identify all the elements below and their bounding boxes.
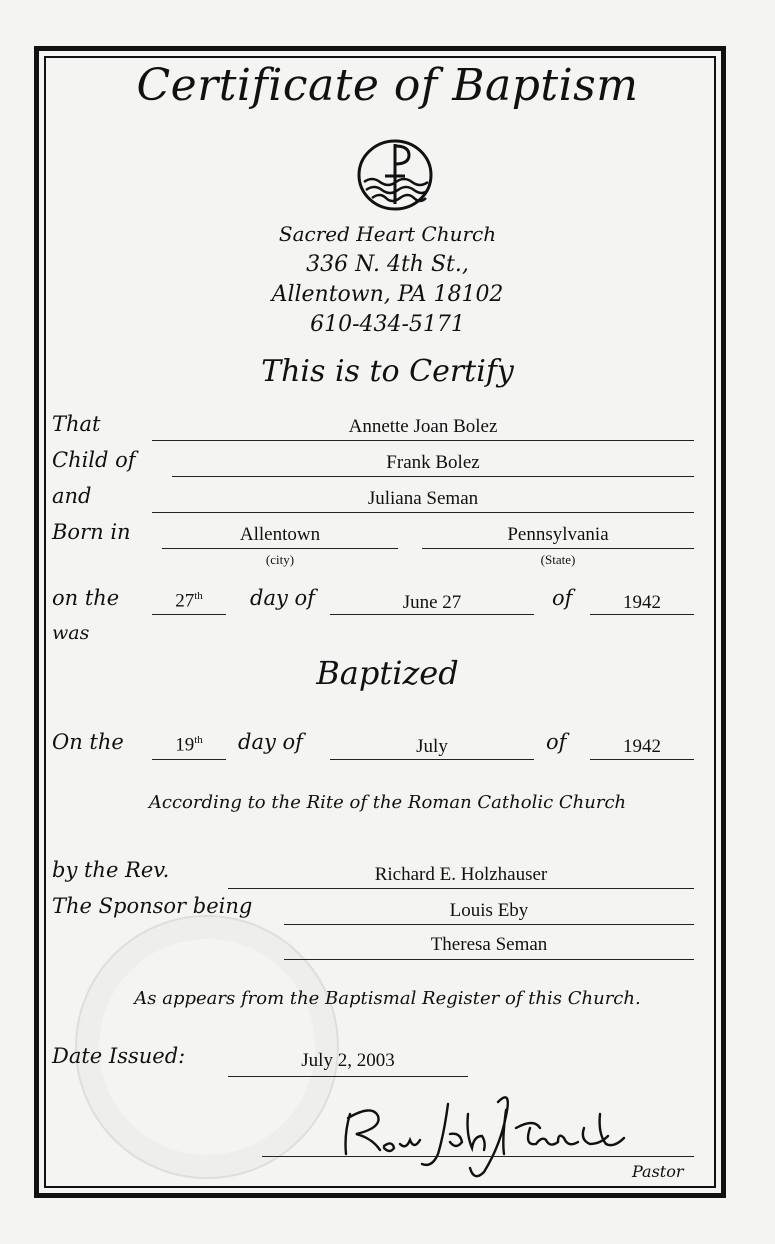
date-issued-value: July 2, 2003 [301,1050,395,1071]
birth-day-line [152,614,226,615]
baptism-year-value: 1942 [623,736,661,757]
that-label: That [52,412,101,436]
signature-line [262,1156,694,1157]
born-city-line [162,548,398,549]
certificate-title: Certificate of Baptism [136,60,639,111]
was-label: was [52,622,90,644]
baptized-heading: Baptized [316,654,459,692]
father-value: Frank Bolez [386,452,480,473]
baptism-day-suffix: th [194,734,203,746]
on-the-label: on the [52,586,120,610]
baptism-year-line [590,759,694,760]
church-name: Sacred Heart Church [278,222,497,246]
born-city-value: Allentown [239,524,321,545]
child-name-line [152,440,694,441]
birth-day-number: 27 [175,590,195,612]
baptism-month-line [330,759,534,760]
birth-day-of-label: day of [250,586,315,610]
birth-day-value [152,590,226,612]
church-phone: 610-434-5171 [310,312,465,337]
certify-heading: This is to Certify [261,354,514,389]
church-city: Allentown, PA 18102 [271,282,504,307]
baptism-of-label: of [546,730,567,754]
baptism-day-line [152,759,226,760]
pastor-signature [330,1084,650,1180]
rev-line [228,888,694,889]
birth-day-suffix: th [194,590,203,602]
baptism-month-value: July [416,736,448,757]
sponsor-2-value: Theresa Seman [430,934,548,955]
born-state-value: Pennsylvania [507,524,609,545]
born-city-caption: (city) [265,552,295,567]
father-line [172,476,694,477]
mother-line [152,512,694,513]
register-text: As appears from the Baptismal Register of this Church. [134,988,641,1009]
born-state-caption: (State) [540,552,576,567]
rite-text: According to the Rite of the Roman Catholic Church [148,792,627,813]
child-of-label: Child of [52,448,136,472]
date-issued-line [228,1076,468,1077]
baptism-day-number: 19 [175,734,195,756]
sponsor-label: The Sponsor being [52,894,253,918]
sponsor-1-value: Louis Eby [449,900,529,921]
birth-month-line [330,614,534,615]
born-state-line [422,548,694,549]
birth-month-value: June 27 [402,592,462,613]
pastor-label: Pastor [632,1162,684,1181]
birth-of-label: of [552,586,573,610]
born-in-label: Born in [52,520,131,544]
sponsor-2-line [284,959,694,960]
sponsor-1-line [284,924,694,925]
rev-value: Richard E. Holzhauser [374,864,548,885]
birth-year-line [590,614,694,615]
chi-rho-emblem-icon [356,138,434,212]
baptism-day-value [152,734,226,756]
child-name-value: Annette Joan Bolez [348,416,498,437]
birth-year-value: 1942 [623,592,661,613]
date-issued-label: Date Issued: [52,1044,186,1068]
baptism-on-the-label: On the [52,730,124,754]
and-label: and [52,484,92,508]
church-address: 336 N. 4th St., [306,252,469,277]
rev-label: by the Rev. [52,858,170,882]
mother-value: Juliana Seman [367,488,479,509]
baptism-day-of-label: day of [238,730,303,754]
